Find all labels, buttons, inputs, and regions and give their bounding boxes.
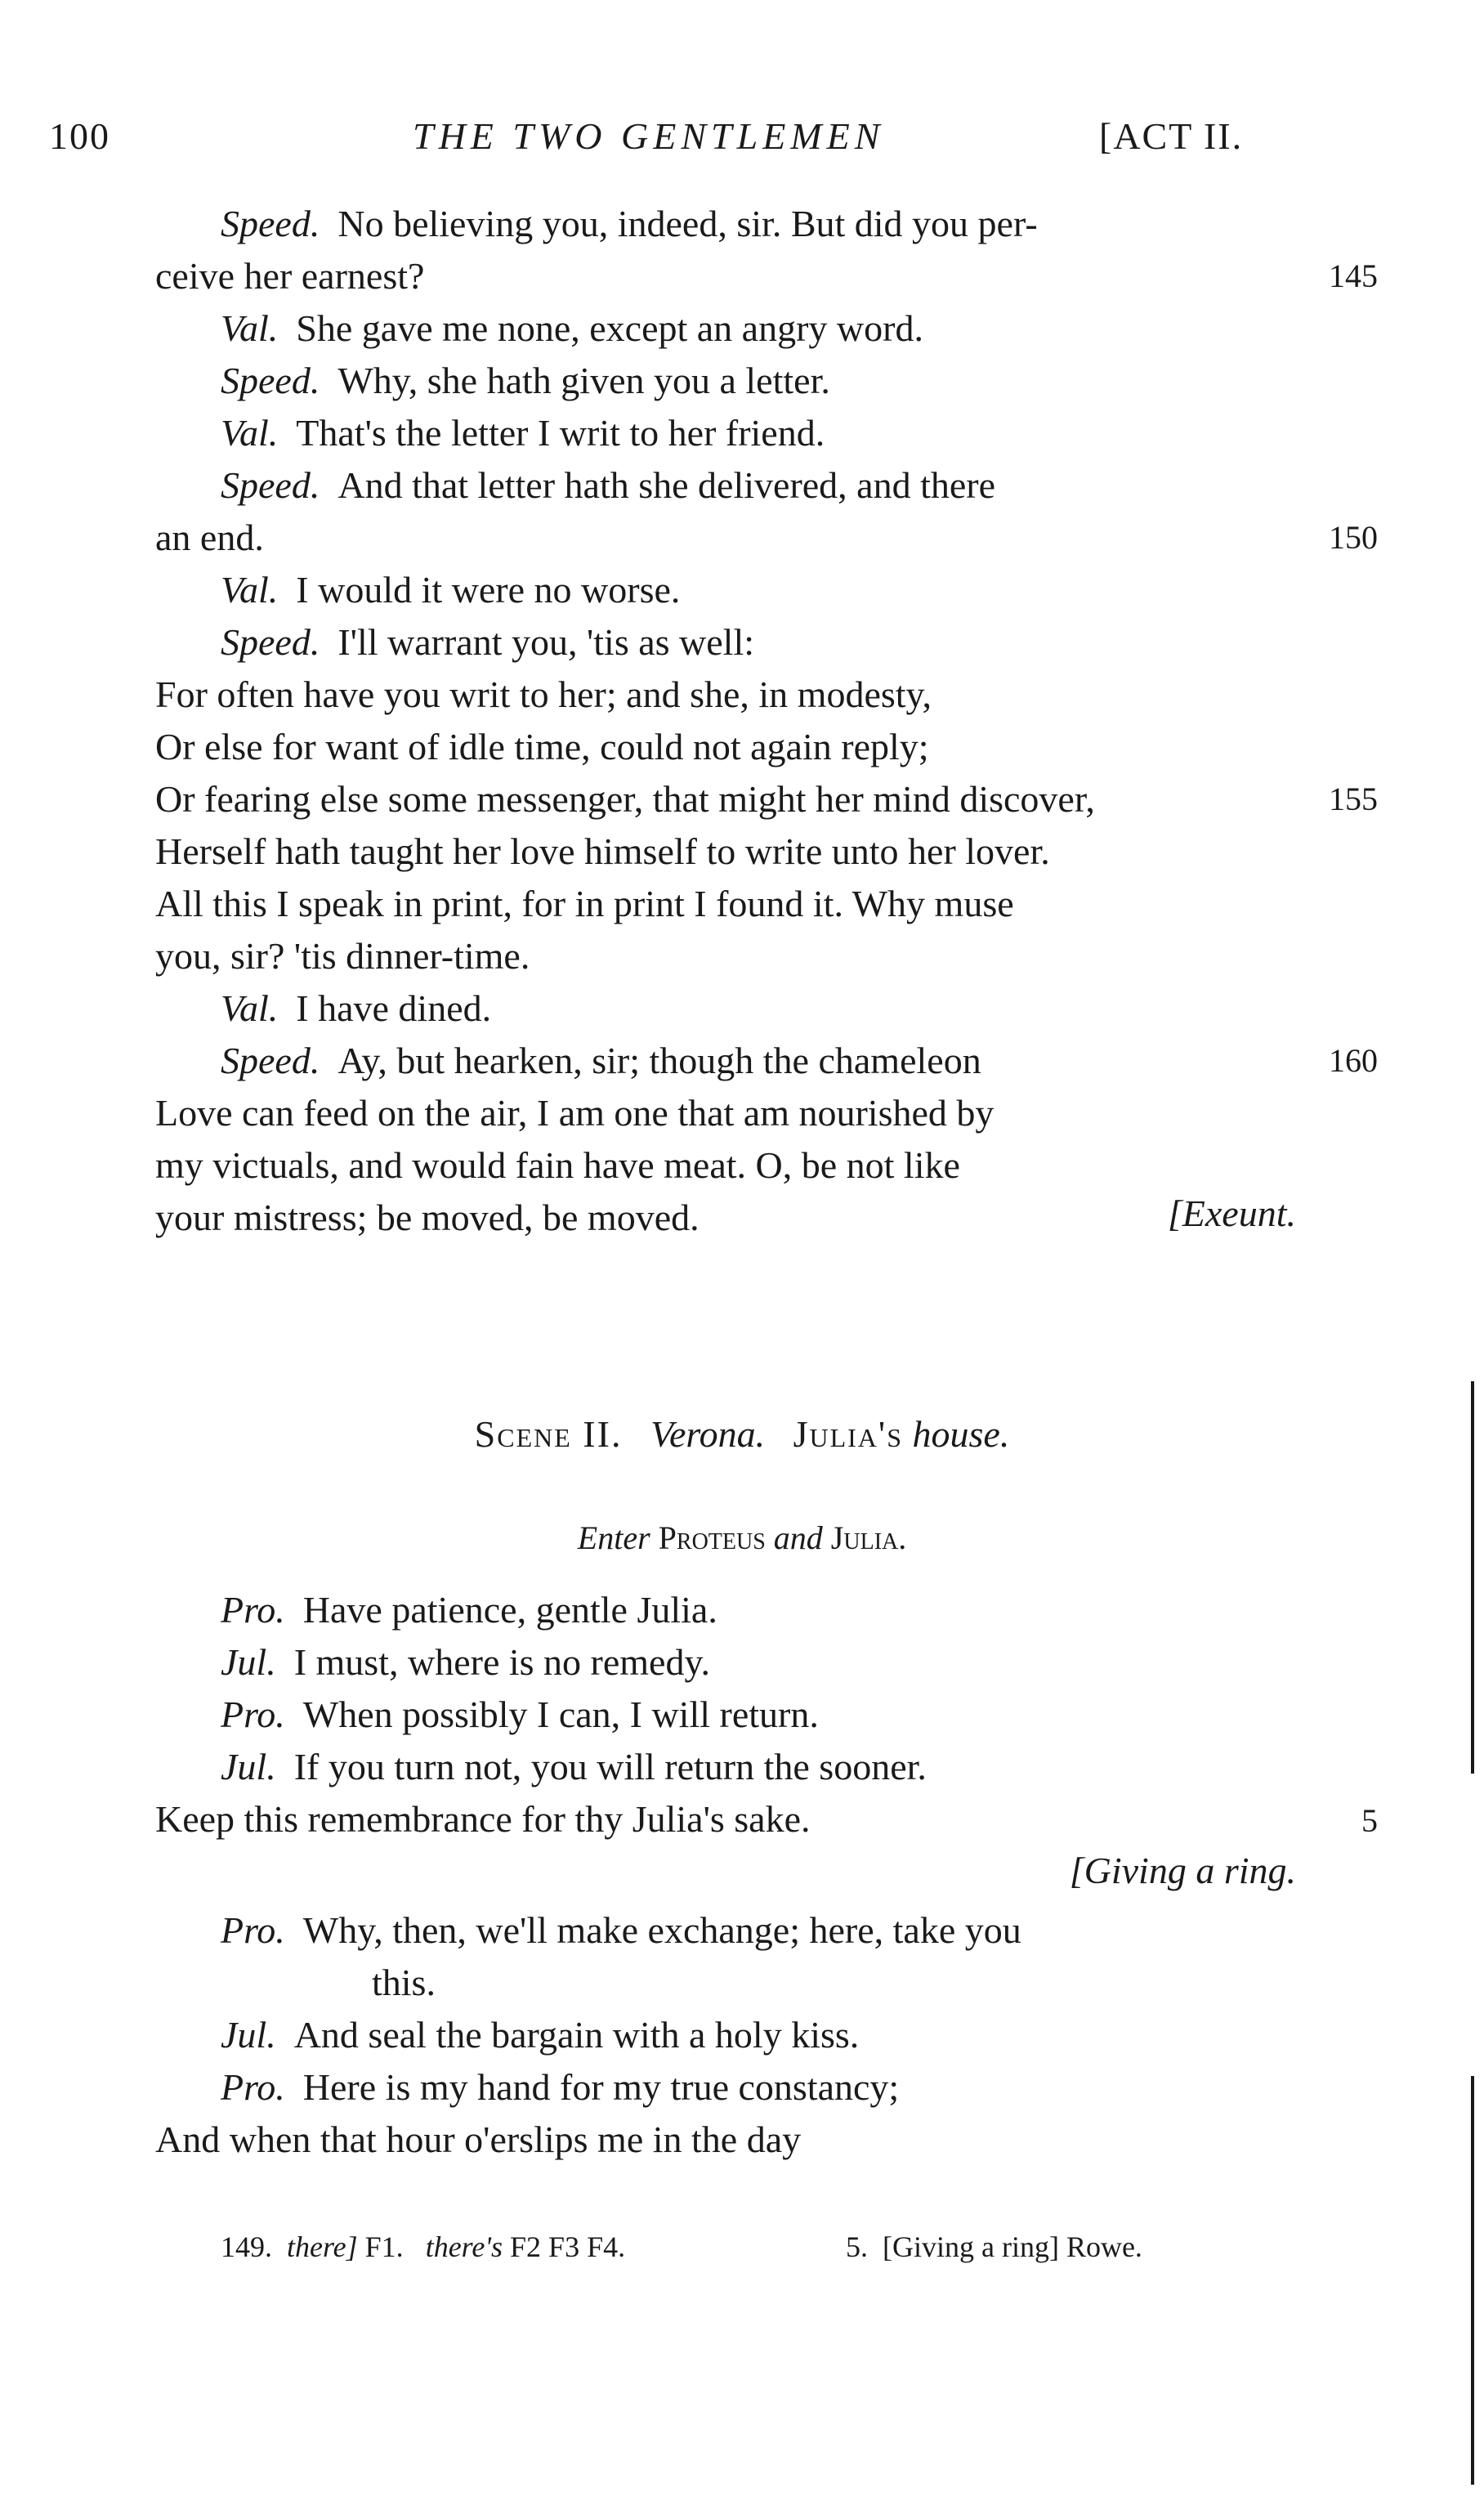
dialogue-line: Jul. I must, where is no remedy. xyxy=(221,1641,710,1683)
footnote-5: 5. [Giving a ring] Rowe. xyxy=(846,2230,1142,2263)
dialogue-line: Speed. Why, she hath given you a letter. xyxy=(221,360,830,401)
entry-direction: Enter Proteus and Julia. xyxy=(577,1519,907,1556)
dialogue-line: All this I speak in print, for in print I found it. Why muse xyxy=(155,883,1014,924)
stage-direction-exeunt: [Exeunt. xyxy=(1167,1192,1296,1234)
dialogue-line: your mistress; be moved, be moved. xyxy=(155,1197,700,1238)
dialogue-line: an end. xyxy=(155,517,264,558)
dialogue-line: Pro. Here is my hand for my true constancy; xyxy=(221,2066,900,2108)
line-number: 150 xyxy=(1329,519,1378,556)
dialogue-line: Keep this remembrance for thy Julia's sake. xyxy=(155,1798,811,1840)
page-number: 100 xyxy=(49,115,110,157)
act-marker: [ACT II. xyxy=(1099,115,1244,157)
dialogue-line: Val. That's the letter I writ to her friend. xyxy=(221,412,825,454)
dialogue-line: you, sir? 'tis dinner-time. xyxy=(155,935,530,977)
dialogue-line: Pro. Have patience, gentle Julia. xyxy=(221,1589,717,1631)
dialogue-line: Or fearing else some messenger, that might her mind discover, xyxy=(155,778,1095,820)
dialogue-line: Speed. And that letter hath she delivered, and there xyxy=(221,464,996,506)
dialogue-line: Speed. I'll warrant you, 'tis as well: xyxy=(221,621,755,663)
dialogue-line: Love can feed on the air, I am one that am nourished by xyxy=(155,1092,995,1134)
dialogue-line: For often have you writ to her; and she, in modesty, xyxy=(155,673,932,715)
line-number: 5 xyxy=(1361,1802,1378,1839)
dialogue-line: Jul. And seal the bargain with a holy kiss. xyxy=(221,2014,860,2056)
dialogue-line: Jul. If you turn not, you will return the sooner. xyxy=(221,1746,927,1787)
dialogue-line: my victuals, and would fain have meat. O, be not like xyxy=(155,1144,960,1186)
line-number: 160 xyxy=(1329,1042,1378,1079)
footnote-149: 149. there] F1. there's F2 F3 F4. xyxy=(221,2230,626,2263)
dialogue-line: Speed. Ay, but hearken, sir; though the chameleon xyxy=(221,1040,981,1081)
dialogue-line: Pro. When possibly I can, I will return. xyxy=(221,1693,819,1735)
dialogue-line: Or else for want of idle time, could not again reply; xyxy=(155,726,929,767)
scene-character: Julia's xyxy=(793,1413,903,1455)
dialogue-line: this. xyxy=(372,1962,436,2003)
dialogue-line: Val. I have dined. xyxy=(221,987,492,1029)
dialogue-line: Val. I would it were no worse. xyxy=(221,569,681,611)
stage-direction-ring: [Giving a ring. xyxy=(1069,1850,1296,1891)
scene-heading xyxy=(0,1412,1484,1456)
dialogue-line: Speed. No believing you, indeed, sir. But did you per- xyxy=(221,203,1038,244)
dialogue-line: And when that hour o'erslips me in the day xyxy=(155,2118,802,2160)
dialogue-line: Val. She gave me none, except an angry word. xyxy=(221,307,923,349)
scene-place: Verona. xyxy=(650,1413,766,1455)
dialogue-line: Herself hath taught her love himself to write unto her lover. xyxy=(155,830,1050,872)
line-number: 155 xyxy=(1329,781,1378,817)
scene-label: Scene II. xyxy=(474,1413,623,1455)
running-title: THE TWO GENTLEMEN xyxy=(413,115,885,157)
scan-edge-line xyxy=(1471,2076,1474,2485)
line-number: 145 xyxy=(1329,257,1378,294)
scan-edge-line xyxy=(1471,1381,1474,1774)
dialogue-line: ceive her earnest? xyxy=(155,255,425,297)
scene-location: house. xyxy=(912,1413,1010,1455)
dialogue-line: Pro. Why, then, we'll make exchange; here, take you xyxy=(221,1909,1021,1951)
